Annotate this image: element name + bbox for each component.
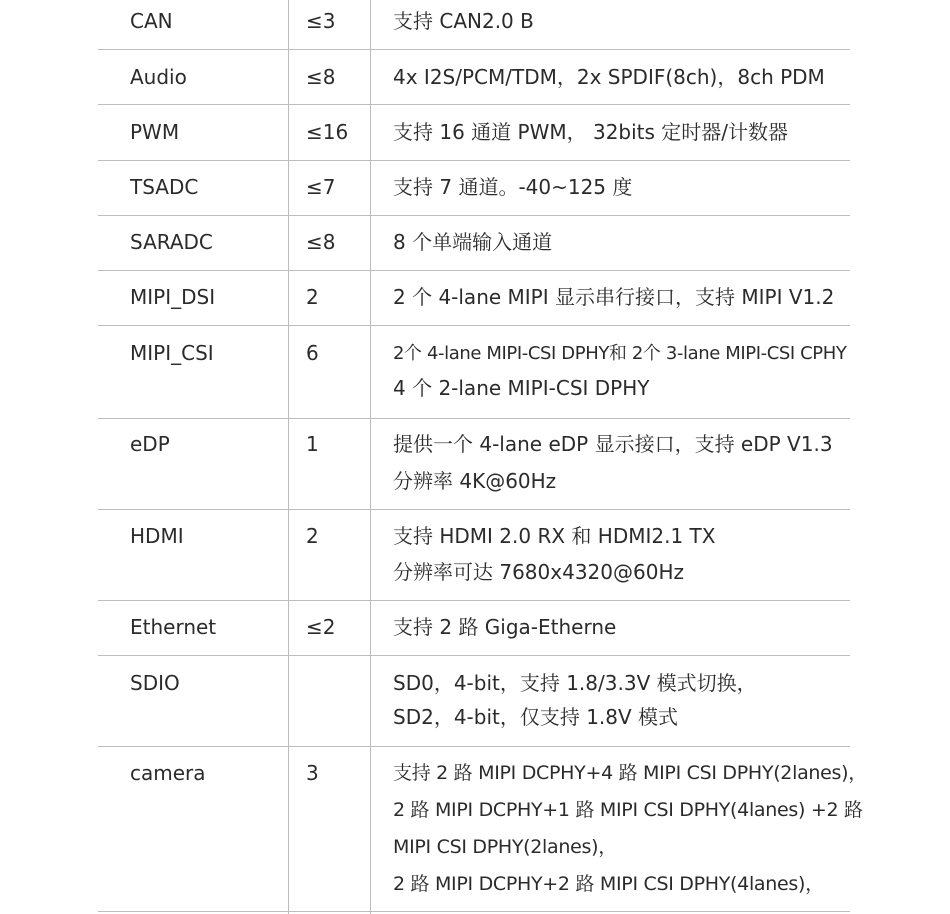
interface-count: ≤8 <box>306 230 336 254</box>
interface-description: SD2，4-bit，仅支持 1.8V 模式 <box>393 705 679 729</box>
interface-description: 分辨率可达 7680x4320@60Hz <box>393 560 684 584</box>
interface-name: Audio <box>130 65 187 89</box>
interface-count: 2 <box>306 285 319 309</box>
row-divider <box>98 509 850 510</box>
interface-description: SD0，4-bit，支持 1.8/3.3V 模式切换， <box>393 671 757 695</box>
row-divider <box>98 325 850 326</box>
row-divider <box>98 215 850 216</box>
row-divider <box>98 746 850 747</box>
row-divider <box>98 418 850 419</box>
interface-name: CAN <box>130 9 173 33</box>
interface-description: 支持 CAN2.0 B <box>393 9 534 33</box>
interface-description: 支持 HDMI 2.0 RX 和 HDMI2.1 TX <box>393 524 716 548</box>
interface-name: TSADC <box>130 175 199 199</box>
interface-name: camera <box>130 761 206 785</box>
interface-name: SARADC <box>130 230 213 254</box>
row-divider <box>98 104 850 105</box>
interface-description: 分辨率 4K@60Hz <box>393 469 557 493</box>
row-divider <box>98 600 850 601</box>
interface-description: 提供一个 4-lane eDP 显示接口，支持 eDP V1.3 <box>393 432 833 456</box>
interface-name: MIPI_CSI <box>130 341 214 365</box>
interface-name: HDMI <box>130 524 184 548</box>
interface-count: ≤2 <box>306 615 336 639</box>
interface-description: 2 路 MIPI DCPHY+2 路 MIPI CSI DPHY(4lanes)， <box>393 873 824 895</box>
interface-description: 支持 2 路 Giga-Etherne <box>393 615 617 639</box>
row-divider <box>98 49 850 50</box>
interface-description: 2 个 4-lane MIPI 显示串行接口，支持 MIPI V1.2 <box>393 285 835 309</box>
interface-count: 2 <box>306 524 319 548</box>
row-divider <box>98 160 850 161</box>
interface-count: 1 <box>306 432 319 456</box>
row-divider <box>98 270 850 271</box>
interface-description: MIPI CSI DPHY(2lanes)， <box>393 836 617 858</box>
interface-description: 支持 7 通道。-40~125 度 <box>393 175 633 199</box>
interface-name: Ethernet <box>130 615 217 639</box>
interface-name: PWM <box>130 120 180 144</box>
interface-description: 2个 4-lane MIPI-CSI DPHY和 2个 3-lane MIPI-CSI CPHY <box>393 343 847 364</box>
column-divider <box>370 0 371 914</box>
interface-name: eDP <box>130 432 170 456</box>
row-divider <box>98 655 850 656</box>
interface-count: ≤3 <box>306 9 336 33</box>
interface-count: 6 <box>306 341 319 365</box>
interface-description: 8 个单端输入通道 <box>393 230 553 254</box>
interface-name: SDIO <box>130 671 180 695</box>
interface-description: 支持 16 通道 PWM， 32bits 定时器/计数器 <box>393 120 789 144</box>
interface-description: 2 路 MIPI DCPHY+1 路 MIPI CSI DPHY(4lanes) +2 路 <box>393 799 863 821</box>
column-divider <box>288 0 289 914</box>
interface-name: MIPI_DSI <box>130 285 216 309</box>
interface-description: 支持 2 路 MIPI DCPHY+4 路 MIPI CSI DPHY(2lanes)， <box>393 762 867 784</box>
interface-count: ≤16 <box>306 120 349 144</box>
row-divider <box>98 911 850 912</box>
interface-description: 4x I2S/PCM/TDM，2x SPDIF(8ch)，8ch PDM <box>393 65 825 89</box>
interface-count: 3 <box>306 761 319 785</box>
interface-count: ≤8 <box>306 65 336 89</box>
interface-description: 4 个 2-lane MIPI-CSI DPHY <box>393 376 650 400</box>
interface-count: ≤7 <box>306 175 336 199</box>
